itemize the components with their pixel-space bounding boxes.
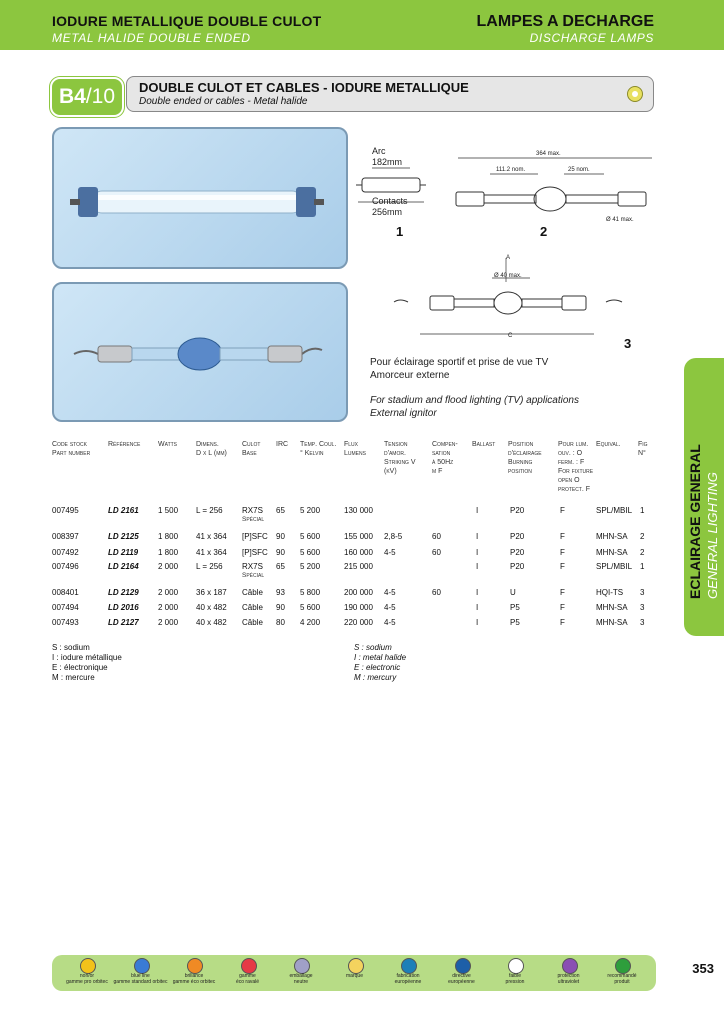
cell-ref: LD 2119: [108, 548, 139, 557]
certification-icon: [187, 958, 203, 974]
cell-fig: 3: [640, 603, 645, 612]
fig2-number: 2: [540, 224, 548, 239]
fig3-number: 3: [624, 336, 632, 351]
certification-icon: [508, 958, 524, 974]
cell-flux: 215 000: [344, 562, 373, 571]
section-code: [50, 77, 124, 117]
cell-pos: P20: [510, 532, 525, 541]
fig3-dim-a: A: [506, 255, 511, 261]
cell-comp: 60: [432, 548, 441, 557]
th-temp: Temp. Coul. ° Kelvin: [300, 441, 337, 457]
cell-pos: P5: [510, 603, 520, 612]
th-ref: Référence: [108, 441, 141, 448]
cell-code: 007494: [52, 603, 79, 612]
certification-label: brillance gamme éco orbitec: [172, 973, 216, 985]
header-left-fr: IODURE METALLIQUE DOUBLE CULOT: [52, 13, 322, 29]
cell-comp: 60: [432, 532, 441, 541]
cell-ref: LD 2161: [108, 506, 139, 515]
cell-pos: P20: [510, 548, 525, 557]
certification-label: faible pression: [505, 973, 525, 985]
cell-irc: 90: [276, 603, 285, 612]
cell-ballast: I: [476, 562, 479, 571]
header-left-en: METAL HALIDE DOUBLE ENDED: [52, 31, 251, 45]
section-title-en: Double ended or cables - Metal halide: [139, 96, 308, 107]
fig1-contacts-label: Contacts: [372, 196, 408, 206]
side-tab-en: GENERAL LIGHTING: [705, 472, 720, 599]
lamp-photo-cable: [52, 282, 348, 422]
cell-culot: RX7S: [242, 562, 263, 571]
cell-ref: LD 2164: [108, 562, 139, 571]
cell-equiv: MHN-SA: [596, 618, 628, 627]
cell-fig: 3: [640, 588, 645, 597]
table-row: [52, 562, 662, 579]
cell-ref: LD 2129: [108, 588, 139, 597]
cell-watts: 1 800: [158, 532, 179, 541]
certification-icon: [615, 958, 631, 974]
cell-code: 007496: [52, 562, 79, 571]
section-title-fr: DOUBLE CULOT ET CABLES - IODURE METALLIQUE: [139, 80, 469, 95]
table-row: [52, 532, 662, 543]
fig3-dim-c: C: [508, 333, 513, 339]
cell-lum: F: [560, 588, 565, 597]
cell-tension: 4-5: [384, 603, 396, 612]
certification-icon: [80, 958, 96, 974]
cell-flux: 220 000: [344, 618, 373, 627]
cell-watts: 1 800: [158, 548, 179, 557]
header-right-en: DISCHARGE LAMPS: [529, 31, 654, 45]
cell-fig: 1: [640, 506, 645, 515]
cell-pos: U: [510, 588, 516, 597]
certification-icon: [401, 958, 417, 974]
cell-temp: 5 200: [300, 562, 321, 571]
section-code-prefix: B4: [58, 85, 86, 108]
cell-ballast: I: [476, 588, 479, 597]
cell-watts: 2 000: [158, 588, 179, 597]
cell-dim: 40 x 482: [196, 618, 227, 627]
cell-irc: 90: [276, 548, 285, 557]
header-right-fr: LAMPES A DECHARGE: [476, 13, 654, 30]
cell-code: 007492: [52, 548, 79, 557]
fig2-diameter: Ø 41 max.: [606, 217, 634, 223]
cell-temp: 5 600: [300, 603, 321, 612]
cell-fig: 2: [640, 532, 645, 541]
cell-pos: P5: [510, 618, 520, 627]
cell-code: 008401: [52, 588, 79, 597]
th-irc: IRC: [276, 441, 289, 448]
cell-culot: [P]SFC: [242, 548, 268, 557]
th-tension: Tension d'amor. Striking V (kV): [384, 441, 416, 475]
table-row: [52, 548, 662, 559]
cell-dim: 41 x 364: [196, 532, 227, 541]
cell-temp: 5 600: [300, 532, 321, 541]
cell-lum: F: [560, 506, 565, 515]
certification-label: gamme éco ravalé: [235, 973, 260, 985]
cell-watts: 2 000: [158, 618, 179, 627]
cell-code: 008397: [52, 532, 79, 541]
table-row: [52, 506, 662, 523]
cell-irc: 65: [276, 506, 285, 515]
certification-label: blue line gamme standard orbitec: [113, 973, 168, 985]
linear-lamp-illustration: [54, 129, 346, 267]
fig1-contacts-value: 256mm: [372, 207, 403, 217]
lamp-type-icon: [627, 86, 643, 102]
fig1-number: 1: [396, 224, 404, 239]
certification-label: marque: [346, 973, 363, 979]
cell-tension: 2,8-5: [384, 532, 403, 541]
cell-lum: F: [560, 603, 565, 612]
note-en-1: For stadium and flood lighting (TV) applications: [370, 395, 579, 406]
cell-culot-sub: Spécial: [242, 516, 265, 523]
cell-fig: 2: [640, 548, 645, 557]
cell-fig: 3: [640, 618, 645, 627]
th-flux: Flux Lumens: [344, 441, 366, 457]
certification-icon: [455, 958, 471, 974]
lamp-photo-linear: [52, 127, 348, 269]
certification-icon: [348, 958, 364, 974]
certification-label: fabrication européenne: [394, 973, 422, 985]
cell-ballast: I: [476, 548, 479, 557]
fig1-arc-value: 182mm: [372, 157, 403, 167]
section-title-box: [126, 76, 654, 112]
cell-fig: 1: [640, 562, 645, 571]
th-fixture: Pour lum. ouv. : O ferm. : F For fixture open O protect. F: [558, 441, 594, 493]
certification-icon: [562, 958, 578, 974]
cell-equiv: MHN-SA: [596, 548, 628, 557]
cell-tension: 4-5: [384, 588, 396, 597]
cell-equiv: SPL/MBIL: [596, 562, 633, 571]
th-ballast: Ballast: [472, 441, 496, 448]
cell-comp: 60: [432, 588, 441, 597]
cell-temp: 4 200: [300, 618, 321, 627]
th-fig: Fig N°: [638, 441, 648, 457]
cell-flux: 130 000: [344, 506, 373, 515]
cell-code: 007495: [52, 506, 79, 515]
cell-temp: 5 200: [300, 506, 321, 515]
cell-flux: 200 000: [344, 588, 373, 597]
cell-flux: 160 000: [344, 548, 373, 557]
cell-ballast: I: [476, 506, 479, 515]
cell-dim: 40 x 482: [196, 603, 227, 612]
cell-equiv: HQI-TS: [596, 588, 624, 597]
cell-ref: LD 2125: [108, 532, 139, 541]
cell-lum: F: [560, 562, 565, 571]
table-row: [52, 603, 662, 614]
certification-icon: [294, 958, 310, 974]
cell-ballast: I: [476, 603, 479, 612]
fig2-total: 364 max.: [536, 151, 561, 157]
note-fr-2: Amorceur externe: [370, 370, 450, 381]
cell-dim: L = 256: [196, 506, 223, 515]
note-fr-1: Pour éclairage sportif et prise de vue TV: [370, 357, 549, 368]
cell-ref: LD 2016: [108, 603, 139, 612]
cell-code: 007493: [52, 618, 79, 627]
side-tab-fr: ECLAIRAGE GENERAL: [687, 444, 703, 599]
cell-culot: Câble: [242, 603, 263, 612]
certification-label: protection ultraviolet: [557, 973, 580, 985]
cell-tension: 4-5: [384, 548, 396, 557]
cell-ref: LD 2127: [108, 618, 139, 627]
certification-label: directive européenne: [448, 973, 475, 985]
cell-equiv: MHN-SA: [596, 532, 628, 541]
th-dim: Dimens. D x L (mm): [196, 441, 227, 457]
th-position: Position d'éclairage Burning position: [508, 441, 542, 475]
table-row: [52, 588, 662, 599]
th-comp: Compen- sation à 50Hz µ F: [432, 441, 458, 475]
cell-culot: [P]SFC: [242, 532, 268, 541]
cell-lum: F: [560, 548, 565, 557]
cell-equiv: MHN-SA: [596, 603, 628, 612]
cell-pos: P20: [510, 562, 525, 571]
th-equiv: Equival.: [596, 441, 621, 448]
footer-icon-bar: [52, 955, 656, 991]
certification-label: recommandé produit: [607, 973, 637, 985]
cell-culot: RX7S: [242, 506, 263, 515]
cell-tension: 4-5: [384, 618, 396, 627]
cell-irc: 80: [276, 618, 285, 627]
cell-irc: 65: [276, 562, 285, 571]
cell-temp: 5 600: [300, 548, 321, 557]
cell-equiv: SPL/MBIL: [596, 506, 633, 515]
certification-label: emballage neutre: [289, 973, 313, 985]
cell-watts: 1 500: [158, 506, 179, 515]
cell-lum: F: [560, 532, 565, 541]
th-watts: Watts: [158, 441, 178, 448]
cell-ballast: I: [476, 618, 479, 627]
th-culot: Culot Base: [242, 441, 261, 457]
cell-flux: 190 000: [344, 603, 373, 612]
certification-label: non/or gamme pro orbitec: [66, 973, 108, 985]
legend-en: S : sodium I : metal halide E : electronic M : mercury: [354, 643, 407, 682]
fig2-dim-a: 111.2 nom.: [496, 167, 526, 173]
cell-lum: F: [560, 618, 565, 627]
cell-culot: Câble: [242, 618, 263, 627]
cell-flux: 155 000: [344, 532, 373, 541]
cell-culot-sub: Spécial: [242, 572, 265, 579]
cell-watts: 2 000: [158, 562, 179, 571]
certification-icon: [134, 958, 150, 974]
cell-irc: 90: [276, 532, 285, 541]
fig2-dim-b: 25 nom.: [568, 167, 590, 173]
cable-lamp-illustration: [54, 284, 346, 420]
cell-dim: 36 x 187: [196, 588, 227, 597]
fig1-arc-label: Arc: [372, 146, 386, 156]
legend-fr: S : sodium I : iodure métallique E : électronique M : mercure: [52, 643, 122, 682]
note-en-2: External ignitor: [370, 408, 437, 419]
cell-culot: Câble: [242, 588, 263, 597]
cell-irc: 93: [276, 588, 285, 597]
section-code-suffix: /10: [85, 85, 116, 108]
fig3-diameter: Ø 40 max.: [494, 273, 522, 279]
technical-drawing-3: [390, 252, 640, 342]
certification-icon: [241, 958, 257, 974]
cell-temp: 5 800: [300, 588, 321, 597]
cell-ballast: I: [476, 532, 479, 541]
cell-pos: P20: [510, 506, 525, 515]
table-row: [52, 618, 662, 629]
page-number: 353: [692, 961, 714, 976]
th-code: Code stock Part number: [52, 441, 91, 457]
cell-dim: 41 x 364: [196, 548, 227, 557]
cell-watts: 2 000: [158, 603, 179, 612]
cell-dim: L = 256: [196, 562, 223, 571]
